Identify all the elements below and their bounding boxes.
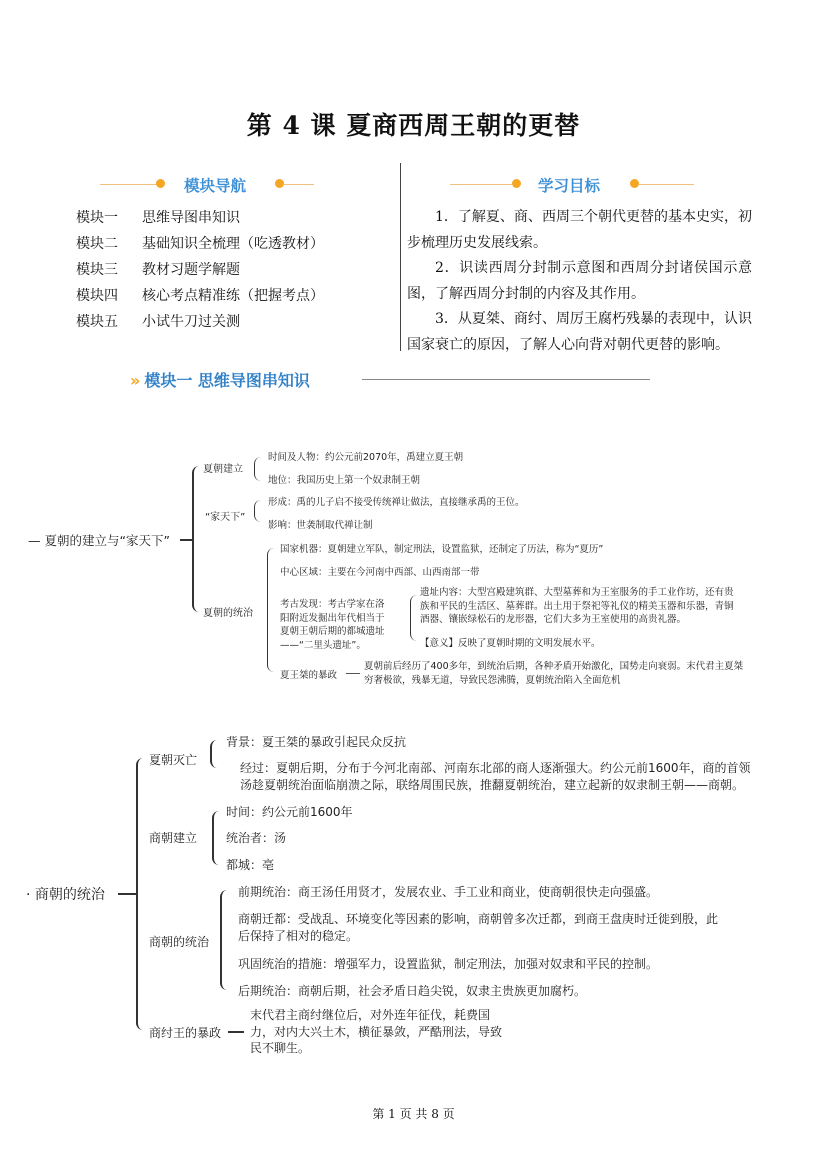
leaf: 前期统治：商王汤任用贤才，发展农业、手工业和商业，使商朝很快走向强盛。 bbox=[238, 885, 659, 899]
nav-heading-label: 模块导航 bbox=[184, 177, 247, 195]
mindmap-shang-root: · 商朝的统治 bbox=[26, 887, 105, 903]
module-nav-list bbox=[76, 207, 324, 337]
dot-icon bbox=[630, 179, 639, 188]
leaf: 时间及人物：约公元前2070年，禹建立夏王朝 bbox=[268, 452, 464, 463]
node-jie-tyranny: 夏王桀的暴政 bbox=[280, 670, 338, 681]
leaf-zhou: 末代君主商纣继位后，对外连年征伐，耗费国 力，对内大兴土木，横征暴敛，严酷刑法，导致 民不聊生。 bbox=[250, 1008, 503, 1055]
bracket bbox=[410, 595, 417, 641]
leaf-jie: 夏朝前后经历了400多年，到统治后期，各种矛盾开始激化，国势走向衰弱。末代君主夏桀 穷奢极欲，残暴无道，导致民怨沸腾，夏朝统治陷入全面危机 bbox=[364, 661, 744, 686]
leaf-relocation: 商朝迁都：受战乱、环境变化等因素的影响，商朝曾多次迁都，到商王盘庚时迁徙到殷，此 后保持了相对的稳定。 bbox=[238, 912, 719, 943]
bracket bbox=[212, 811, 222, 865]
leaf: 国家机器：夏朝建立军队，制定刑法，设置监狱，还制定了历法，称为“夏历” bbox=[280, 544, 604, 555]
double-chevron-icon: » bbox=[130, 371, 141, 390]
dot-icon bbox=[156, 179, 165, 188]
leaf: 背景：夏王桀的暴政引起民众反抗 bbox=[226, 735, 407, 749]
dot-icon bbox=[512, 179, 521, 188]
bracket bbox=[254, 500, 261, 522]
bracket bbox=[220, 890, 230, 990]
goals-heading bbox=[450, 172, 700, 198]
connector bbox=[118, 893, 138, 895]
mindmap-xia-root: — 夏朝的建立与“家天下” bbox=[28, 533, 170, 548]
bracket bbox=[267, 548, 274, 672]
module1-heading: » 模块一 思维导图串知识 bbox=[130, 371, 310, 390]
leaf: 后期统治：商朝后期，社会矛盾日趋尖锐，奴隶主贵族更加腐朽。 bbox=[238, 984, 587, 998]
leaf: 中心区域：主要在今河南中西部、山西南部一带 bbox=[280, 567, 480, 578]
connector bbox=[346, 673, 360, 674]
module1-rule bbox=[362, 379, 650, 380]
node-shang-rule: 商朝的统治 bbox=[149, 935, 210, 949]
node-xia-rule: 夏朝的统治 bbox=[203, 608, 253, 619]
dot-icon bbox=[275, 179, 284, 188]
list-item: 模块一 思维导图串知识 bbox=[76, 210, 240, 226]
goal-item: 1．了解夏、商、西周三个朝代更替的基本史实，初步梳理历史发展线索。 bbox=[407, 209, 752, 251]
node-xia-fall: 夏朝灭亡 bbox=[149, 753, 198, 767]
leaf-site-content: 遗址内容：大型宫殿建筑群、大型墓葬和为王室服务的手工业作坊，还有贵 族和平民的生活区、墓葬群。出土用于祭祀等礼仪的精美玉器和乐器，青铜 酒器、镶嵌绿松石的龙形器，它们大多为王室使用的高贵礼器。 bbox=[420, 587, 734, 625]
column-divider bbox=[400, 163, 401, 351]
node-xia-founding: 夏朝建立 bbox=[203, 464, 243, 475]
page-title: 第 4 课 夏商西周王朝的更替 bbox=[246, 111, 581, 140]
bracket bbox=[192, 466, 202, 612]
leaf: 巩固统治的措施：增强军力，设置监狱，制定刑法，加强对奴隶和平民的控制。 bbox=[238, 957, 659, 971]
nav-heading bbox=[100, 172, 310, 198]
leaf: 地位：我国历史上第一个奴隶制王朝 bbox=[268, 475, 421, 486]
leaf: 影响：世袭制取代禅让制 bbox=[268, 520, 373, 531]
node-zhou-tyranny: 商纣王的暴政 bbox=[149, 1026, 222, 1040]
leaf: 【意义】反映了夏朝时期的文明发展水平。 bbox=[420, 638, 601, 649]
goal-item: 3．从夏桀、商纣、周厉王腐朽残暴的表现中，认识国家衰亡的原因，了解人心向背对朝代更替的影响。 bbox=[407, 311, 752, 353]
goal-item: 2．识读西周分封制示意图和西周分封诸侯国示意图，了解西周分封制的内容及其作用。 bbox=[407, 260, 752, 302]
leaf: 统治者：汤 bbox=[226, 831, 287, 845]
list-item: 模块四 核心考点精准练（把握考点） bbox=[76, 288, 324, 304]
bracket bbox=[254, 457, 261, 481]
connector bbox=[180, 539, 192, 541]
connector bbox=[228, 1031, 244, 1033]
leaf: 都城：亳 bbox=[226, 858, 275, 872]
leaf-archaeology: 考古发现：考古学家在洛 阳附近发掘出年代相当于 夏朝王朝后期的都城遗址 ——“二里头遗址”。 bbox=[280, 599, 385, 651]
node-family-rule: “家天下” bbox=[205, 512, 246, 523]
leaf: 时间：约公元前1600年 bbox=[226, 805, 353, 819]
bracket bbox=[210, 740, 220, 768]
learning-goals bbox=[407, 205, 752, 358]
list-item: 模块三 教材习题学解题 bbox=[76, 262, 240, 278]
goals-heading-label: 学习目标 bbox=[538, 177, 601, 195]
bracket bbox=[136, 758, 148, 1030]
list-item: 模块五 小试牛刀过关测 bbox=[76, 314, 240, 330]
list-item: 模块二 基础知识全梳理（吃透教材） bbox=[76, 236, 324, 252]
node-shang-founding: 商朝建立 bbox=[149, 831, 198, 845]
leaf-process: 经过：夏朝后期，分布于今河北南部、河南东北部的商人逐渐强大。约公元前1600年，商的首领 汤趁夏朝统治面临崩溃之际，联络周围民族，推翻夏朝统治，建立起新的奴隶制王朝——商朝。 bbox=[240, 761, 751, 792]
leaf: 形成：禹的儿子启不接受传统禅让做法，直接继承禹的王位。 bbox=[268, 497, 525, 508]
page-footer: 第 1 页 共 8 页 bbox=[372, 1107, 455, 1121]
